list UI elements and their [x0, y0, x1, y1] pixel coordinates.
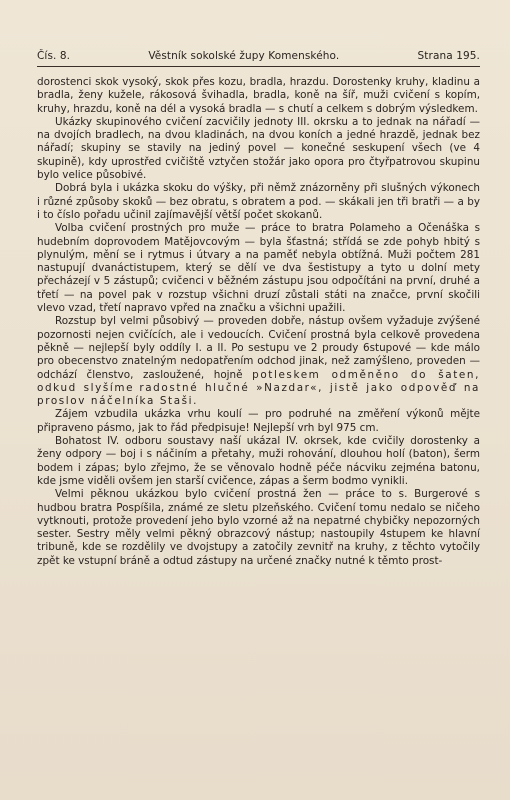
- paragraph: Volba cvičení prostných pro muže — práce to bratra Polameho a Očenáška s hudebním doprovodem Matějovcovým — byla šťastná; střídá se zde pohyb hbitý s plynulým, mění se i rytmus i útvary a na paměť nebyla obtížná. Muži počtem 281 nastupují dvanáctistupem, který se dělí ve dva šestistupy a tyto u dolní mety přecházejí v 5 zástupů; cvičenci v běžném zástupu jsou odpočítáni na první, druhé a třetí — na povel pak v rozstup všichni druzí zůstali státi na značce, první skočili vlevo vzad, třetí napravo vpřed na značku a všichni upažili.: [37, 222, 480, 315]
- paragraph: Velmi pěknou ukázkou bylo cvičení prostná žen — práce to s. Burgerové s hudbou bratra Pospíšila, známé ze sletu plzeňského. Cvičení tomu nedalo se ničeho vytknouti, protože provedení jeho bylo vzorné až na nepatrné chybičky nepozorných sester. Sestry měly velmi pěkný obrazcový nástup; nastoupily 4stupem ke hlavní tribuně, kde se rozdělily ve dvojstupy a zatočily zevnitř na kruhy, z těchto vytočily zpět ke vstupní bráně a odtud zástupy na určené značky nutné k těmto prost-: [37, 488, 480, 567]
- page-number: Strana 195.: [417, 50, 480, 62]
- paragraph: Dobrá byla i ukázka skoku do výšky, při němž znázorněny při slušných výkonech i různé způsoby skoků — bez obratu, s obratem a pod. — skákali jen tři bratři — a by i to číslo pořadu učinil zajímavější větší počet skokanů.: [37, 182, 480, 221]
- journal-title: Věstník sokolské župy Komenského.: [148, 50, 340, 62]
- paragraph: Zájem vzbudila ukázka vrhu koulí — pro podruhé na změření výkonů mějte připraveno pásmo, jak to řád předpisuje! Nejlepší vrh byl 975 cm.: [37, 408, 480, 434]
- paragraph: Bohatost IV. odboru soustavy naší ukázal IV. okrsek, kde cvičily dorostenky a ženy odpory — boj i s náčiním a přetahy, muži rohování, dlouhou holí (baton), šerm bodem i zápas; bylo zřejmo, že se věnovalo hodně péče nácviku zejména batonu, kde jsme viděli ovšem jen starší cvičence, zápas a šerm bodmo vynikli.: [37, 435, 480, 487]
- paragraph: dorostenci skok vysoký, skok přes kozu, bradla, hrazdu. Dorostenky kruhy, kladinu a bradla, ženy kužele, rákosová švihadla, bradla, koně na šíř, muži cvičení s kopím, kruhy, hrazdu, koně na dél a vysoká bradla — s chutí a celkem s dobrým výsledkem.: [37, 76, 480, 115]
- spaced-text: radostné hlučné »Nazdar«, jistě jako odpověď na proslov náčelníka Staši.: [37, 381, 480, 408]
- article-body: [37, 76, 480, 568]
- spaced-text: potleskem odměněno do šaten, odkud slyšíme: [37, 368, 480, 394]
- paragraph: [37, 315, 480, 408]
- running-header: [37, 50, 480, 66]
- header-rule: [37, 66, 480, 67]
- paragraph-text: Rozstup byl velmi působivý — proveden dobře, nástup ovšem vyžaduje zvýšené pozornosti nejen cvičících, ale i vedoucích. Cvičení prostná byla celkově provedena pěkně — nejlepší byly oddíly I. a II. Po sestupu ve 2 proudy 6stupové — kde málo pro obecenstvo znatelným nedopatřením odchod jinak, než zamýšleno, proveden — odchází členstvo, zasloužené, hojně: [37, 315, 480, 381]
- paragraph: Ukázky skupinového cvičení zacvičily jednoty III. okrsku a to jednak na nářadí — na dvojích bradlech, na dvou kladinách, na dvou koních a jedné hrazdě, jednak bez nářadí; skupiny se stavily na jediný povel — konečné seskupení všech (ve 4 skupině), kdy uprostřed cvičiště vztyčen stožár jako opora pro čtyřpatrovou skupinu bylo velice působivé.: [37, 115, 480, 182]
- issue-number: Čís. 8.: [37, 50, 71, 62]
